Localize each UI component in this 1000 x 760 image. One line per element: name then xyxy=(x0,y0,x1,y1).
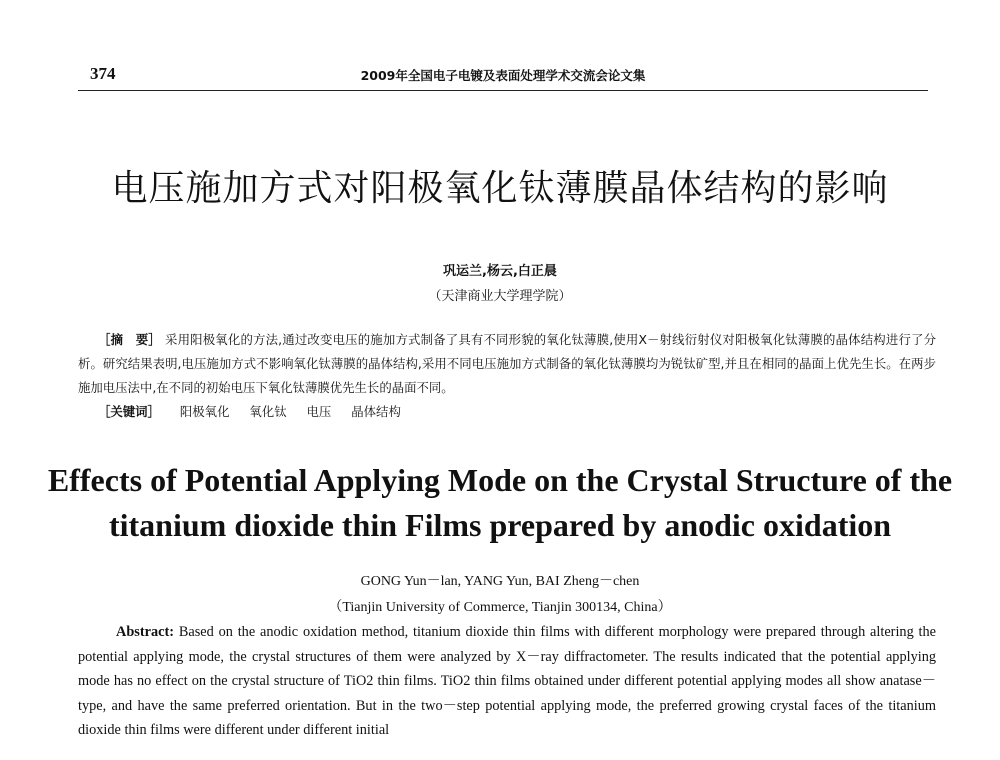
abstract-english-text: Based on the anodic oxidation method, titanium dioxide thin films with different morphology were prepared through altering the potential applying mode, the crystal structures of them were analyzed by X－ray diffractometer. The results indicated that the potential applying mode has no effect on the crystal structure of TiO2 thin films. TiO2 thin films obtained under different potential applying modes all show anatase－type, and have the same preferred orientation. But in the two－step potential applying mode, the preferred growing crystal faces of the titanium dioxide thin films were different under different initial xyxy=(78,624,937,738)
affiliation-chinese: （天津商业大学理学院） xyxy=(428,289,572,304)
authors-english: GONG Yun－lan, YANG Yun, BAI Zheng－chen xyxy=(360,574,640,589)
affiliation-english: （Tianjin University of Commerce, Tianjin 300134, China） xyxy=(328,600,672,615)
journal-title: 2009年全国电子电镀及表面处理学术交流会论文集 xyxy=(360,68,646,83)
authors-chinese: 巩运兰,杨云,白正晨 xyxy=(443,264,557,279)
abstract-chinese-label: ［摘 要］ xyxy=(98,332,161,347)
abstract-english xyxy=(78,620,936,743)
title-english-line-1: Effects of Potential Applying Mode on the Crystal Structure of the xyxy=(47,462,953,498)
keywords-chinese xyxy=(98,400,417,424)
keyword-item: 电压 xyxy=(306,404,332,419)
abstract-chinese xyxy=(78,328,936,400)
keyword-item: 氧化钛 xyxy=(249,404,287,419)
abstract-chinese-text: 采用阳极氧化的方法,通过改变电压的施加方式制备了具有不同形貌的氧化钛薄膜,使用X－射线衍射仪对阳极氧化钛薄膜的晶体结构进行了分析。研究结果表明,电压施加方式不影响氧化钛薄膜的晶体结构,采用不同电压施加方式制备的氧化钛薄膜均为锐钛矿型,并且在相同的晶面上优先生长。在两步施加电压法中,在不同的初始电压下氧化钛薄膜优先生长的晶面不同。 xyxy=(78,332,936,395)
paper-title-english xyxy=(0,458,1000,548)
keyword-item: 晶体结构 xyxy=(351,404,401,419)
paper-title-chinese: 电压施加方式对阳极氧化钛薄膜晶体结构的影响 xyxy=(111,168,889,209)
keyword-item: 阳极氧化 xyxy=(179,404,230,419)
title-english-line-2: titanium dioxide thin Films prepared by anodic oxidation xyxy=(108,507,892,543)
keywords-label: ［关键词］ xyxy=(98,404,160,419)
abstract-english-label: Abstract: xyxy=(116,624,174,640)
page-header xyxy=(78,60,928,91)
page-number: 374 xyxy=(90,64,116,83)
